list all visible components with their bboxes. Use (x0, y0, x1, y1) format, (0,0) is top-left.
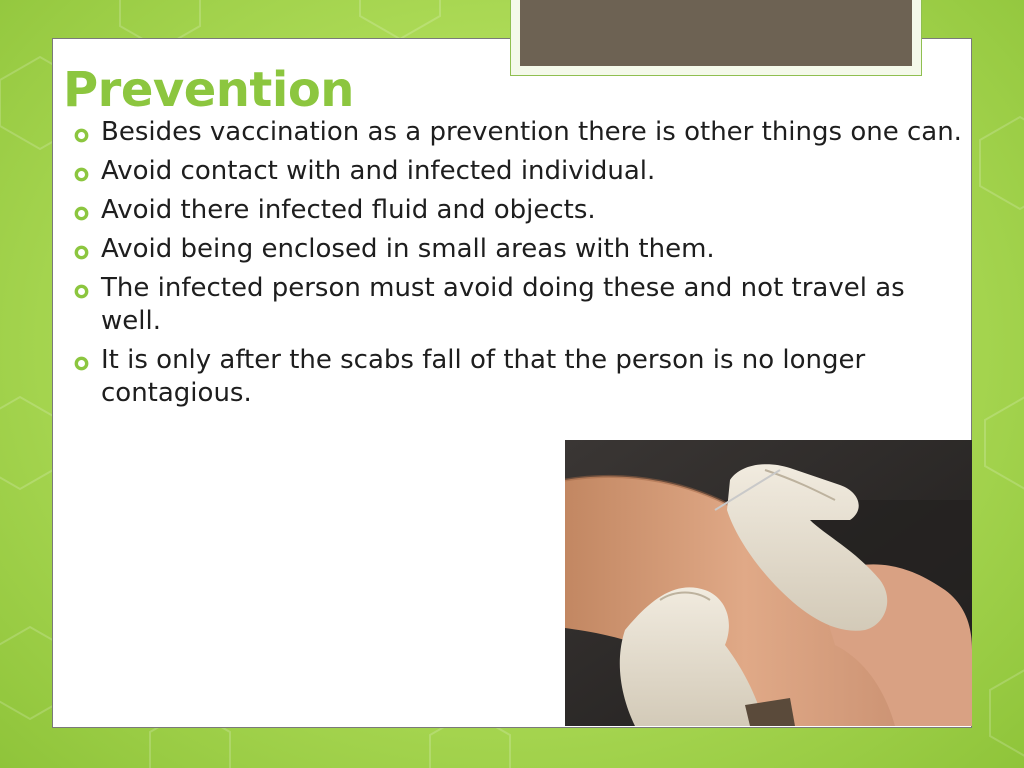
vaccination-illustration (565, 440, 972, 726)
bullet-text: It is only after the scabs fall of that the person is no longer contagious. (101, 345, 866, 408)
bullet-icon (74, 356, 89, 371)
top-decorative-tab (520, 0, 912, 66)
bullet-item (74, 194, 964, 227)
bullet-list (74, 116, 964, 416)
bullet-icon (74, 206, 89, 221)
bullet-text: Avoid there infected fluid and objects. (101, 195, 596, 225)
bullet-item (74, 272, 964, 338)
bullet-icon (74, 128, 89, 143)
bullet-icon (74, 245, 89, 260)
bullet-item (74, 116, 964, 149)
bullet-text: Avoid being enclosed in small areas with them. (101, 234, 715, 264)
bullet-icon (74, 167, 89, 182)
bullet-text: Besides vaccination as a prevention there is other things one can. (101, 117, 962, 147)
bullet-item (74, 344, 964, 410)
bullet-text: Avoid contact with and infected individual. (101, 156, 656, 186)
vaccination-photo (565, 440, 972, 726)
bullet-icon (74, 284, 89, 299)
bullet-text: The infected person must avoid doing these and not travel as well. (101, 273, 905, 336)
slide-title: Prevention (63, 62, 354, 118)
bullet-item (74, 233, 964, 266)
bullet-item (74, 155, 964, 188)
